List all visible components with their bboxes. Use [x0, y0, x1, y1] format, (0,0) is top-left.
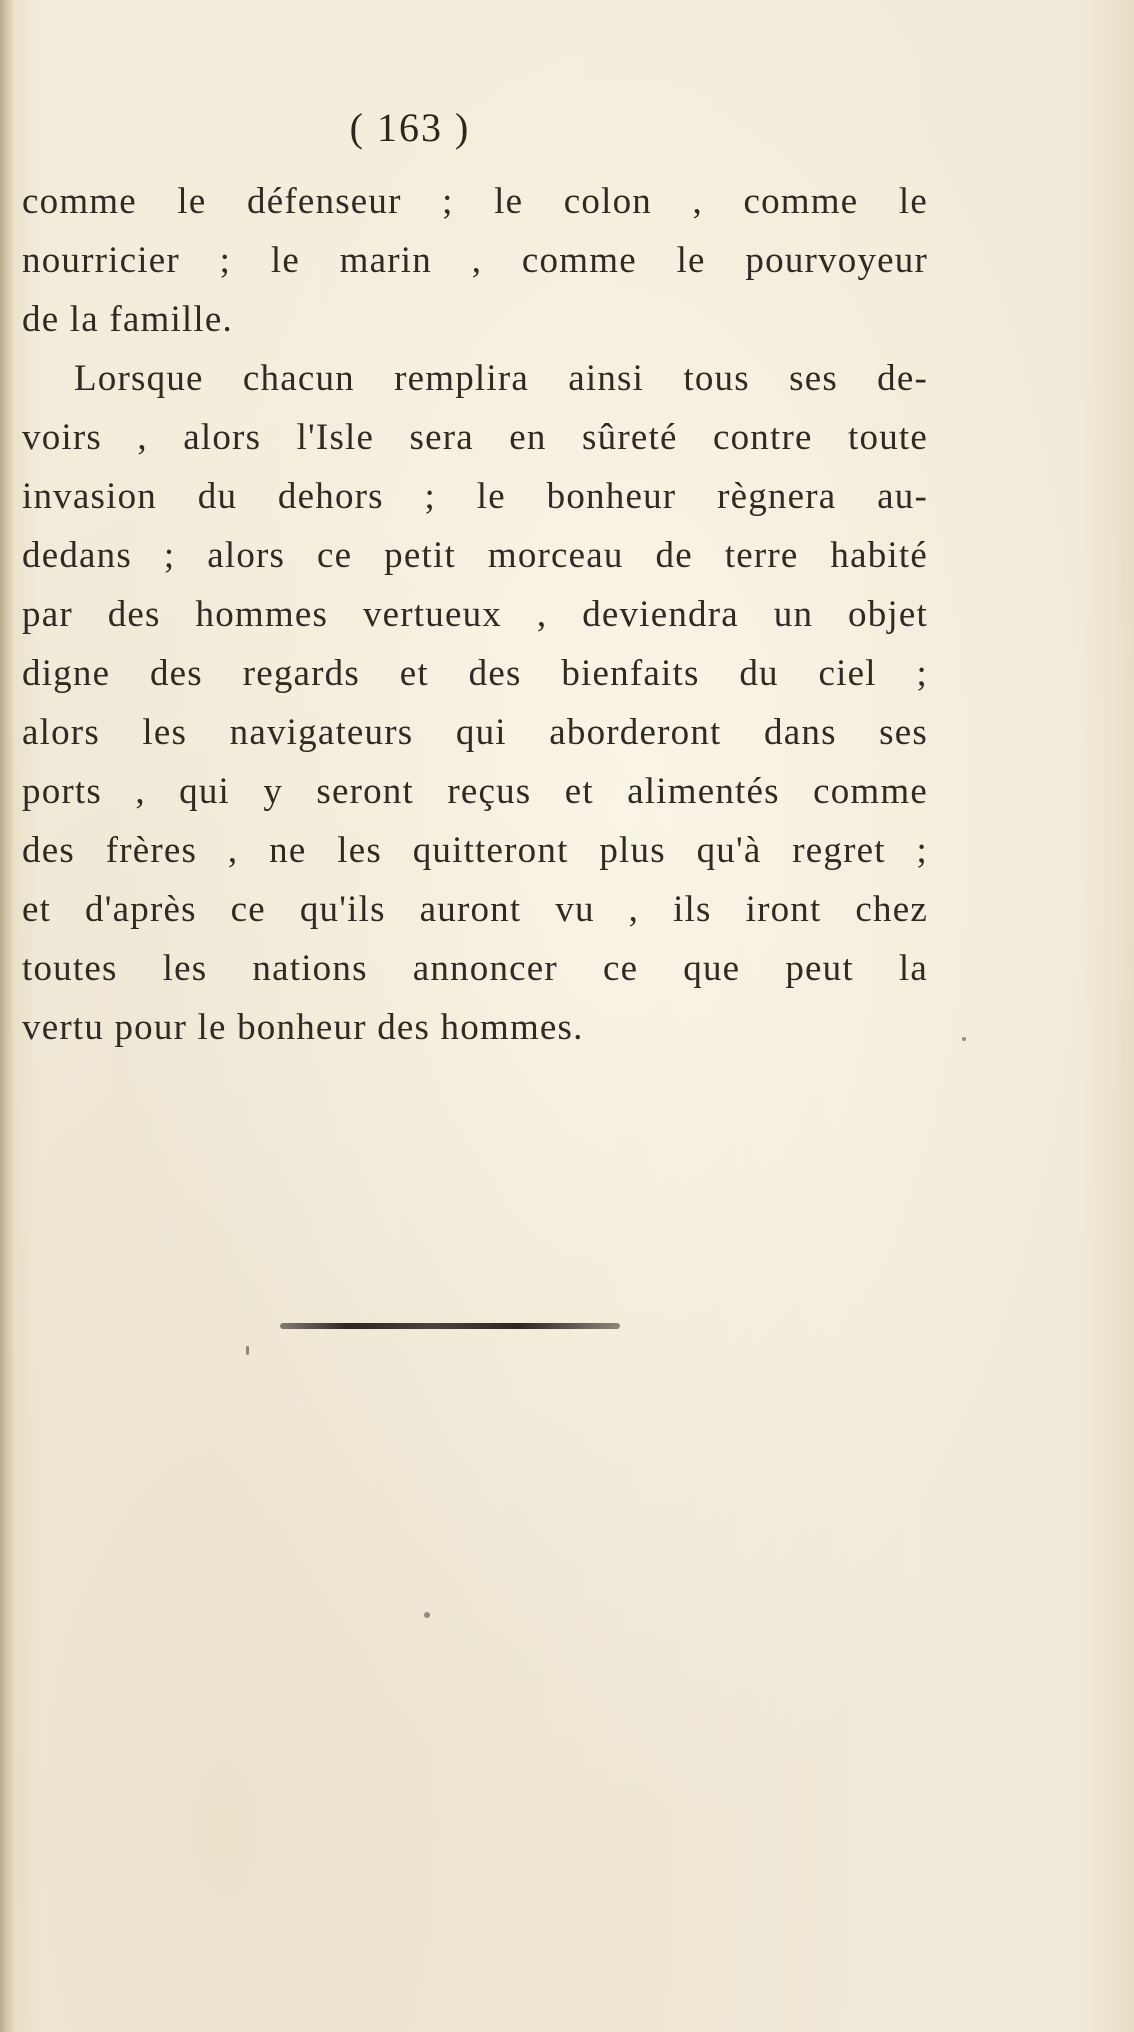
- text-line: ports , qui y seront reçus et alimentés comme: [22, 771, 928, 812]
- text-line: voirs , alors l'Isle sera en sûreté contre toute: [22, 417, 928, 458]
- text-line: dedans ; alors ce petit morceau de terre habité: [22, 535, 928, 576]
- paper-speck: [246, 1346, 249, 1355]
- text-line: digne des regards et des bienfaits du ciel ;: [22, 653, 928, 694]
- paper-speck: [424, 1612, 430, 1618]
- text-line: de la famille.: [22, 299, 233, 340]
- text-line: comme le défenseur ; le colon , comme le: [22, 181, 928, 222]
- paper-speck: [962, 1037, 966, 1041]
- text-line: toutes les nations annoncer ce que peut la: [22, 948, 928, 989]
- text-line: par des hommes vertueux , deviendra un objet: [22, 594, 928, 635]
- text-line: des frères , ne les quitteront plus qu'à regret ;: [22, 830, 928, 871]
- text-line: et d'après ce qu'ils auront vu , ils iront chez: [22, 889, 928, 930]
- page-binding-edge: [0, 0, 14, 2032]
- text-line: alors les navigateurs qui aborderont dans ses: [22, 712, 928, 753]
- page-number: ( 163 ): [349, 105, 471, 150]
- text-line: nourricier ; le marin , comme le pourvoyeur: [22, 240, 928, 281]
- body-text: [22, 172, 928, 1057]
- text-line: Lorsque chacun remplira ainsi tous ses de-: [74, 358, 928, 399]
- text-line: invasion du dehors ; le bonheur règnera au-: [22, 476, 928, 517]
- text-line: vertu pour le bonheur des hommes.: [22, 1007, 584, 1048]
- section-divider-rule: [280, 1323, 620, 1329]
